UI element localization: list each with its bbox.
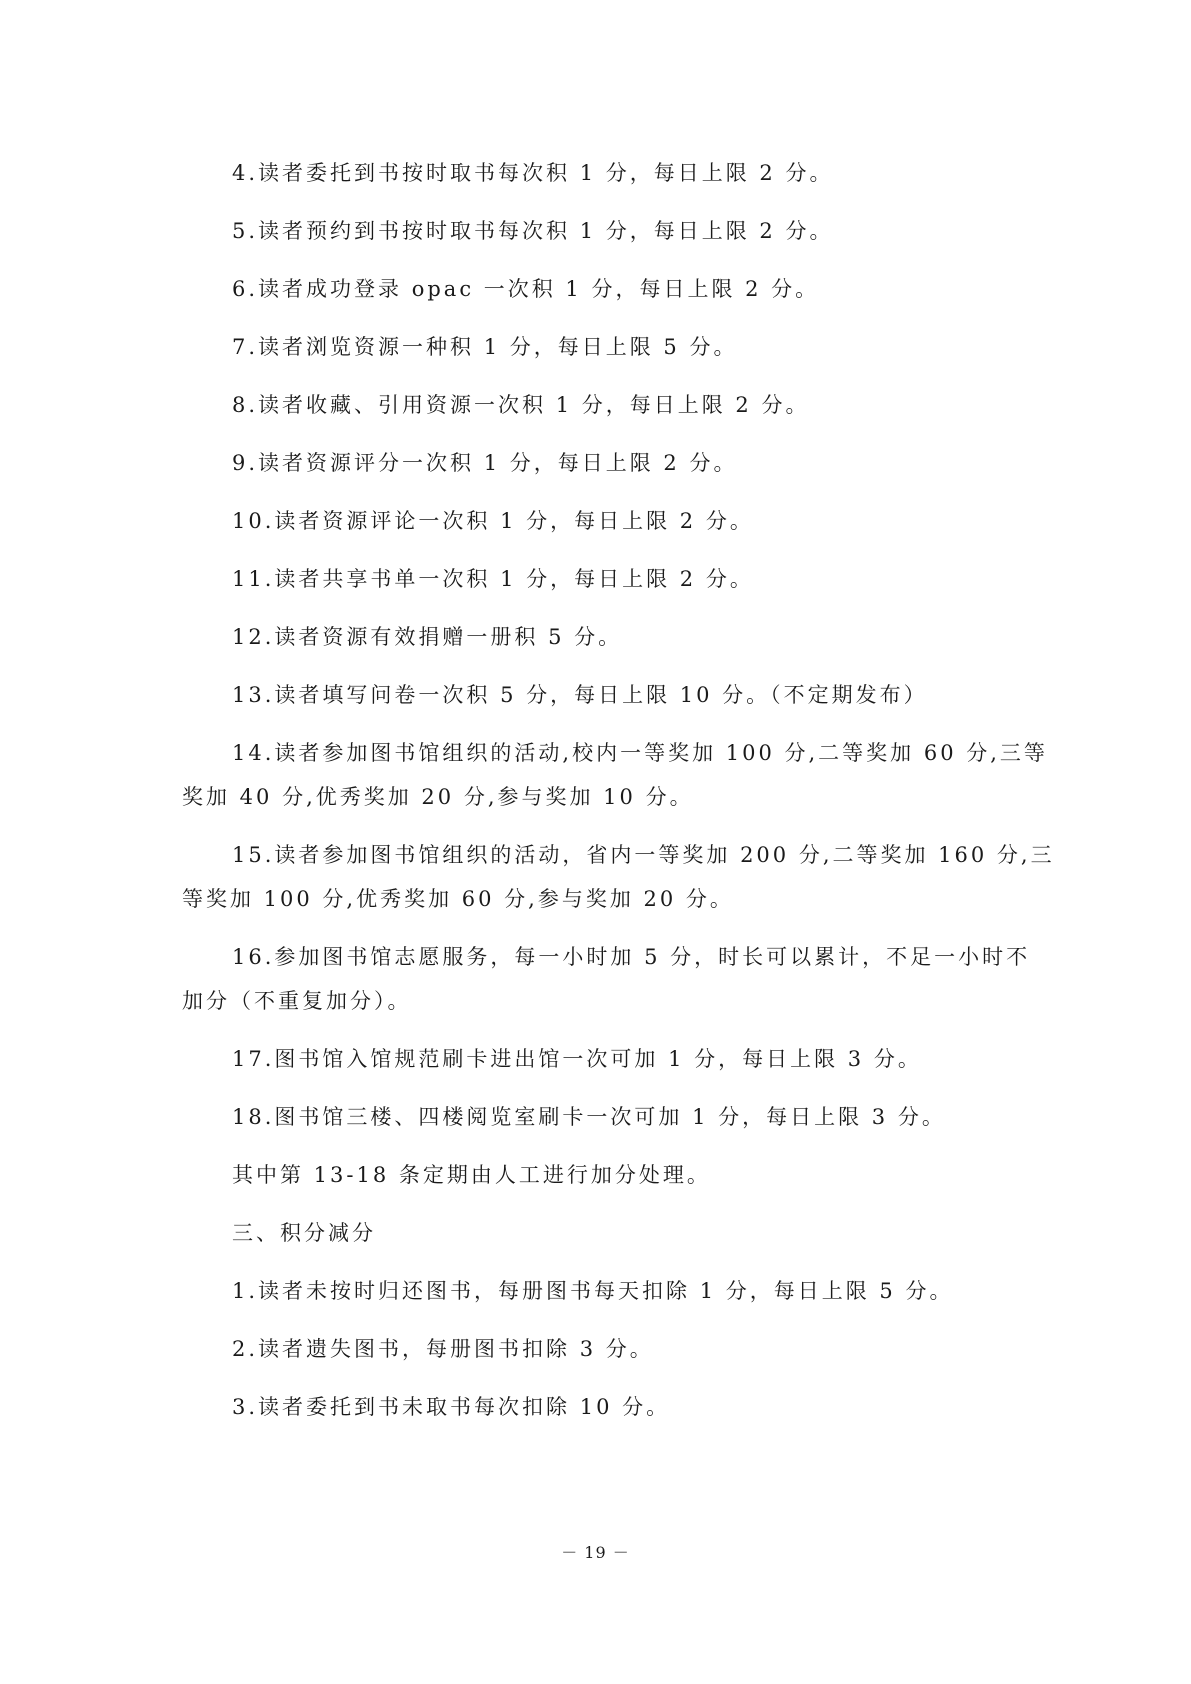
- rule-item-13: 13.读者填写问卷一次积 5 分，每日上限 10 分。（不定期发布）: [232, 683, 928, 707]
- rule-item-10: 10.读者资源评论一次积 1 分，每日上限 2 分。: [232, 509, 754, 533]
- note-manual-processing: 其中第 13-18 条定期由人工进行加分处理。: [232, 1163, 711, 1187]
- page-number: － 19 －: [561, 1543, 630, 1562]
- section-heading-deduction: 三、积分减分: [232, 1221, 376, 1245]
- rule-item-12: 12.读者资源有效捐赠一册积 5 分。: [232, 625, 623, 649]
- rule-item-18: 18.图书馆三楼、四楼阅览室刷卡一次可加 1 分，每日上限 3 分。: [232, 1105, 946, 1129]
- rule-item-5: 5.读者预约到书按时取书每次积 1 分，每日上限 2 分。: [232, 219, 834, 243]
- rule-item-16: 16.参加图书馆志愿服务，每一小时加 5 分，时长可以累计，不足一小时不: [232, 945, 1031, 969]
- deduction-item-1: 1.读者未按时归还图书，每册图书每天扣除 1 分，每日上限 5 分。: [232, 1279, 954, 1303]
- rule-item-8: 8.读者收藏、引用资源一次积 1 分，每日上限 2 分。: [232, 393, 810, 417]
- rule-item-7: 7.读者浏览资源一种积 1 分，每日上限 5 分。: [232, 335, 738, 359]
- rule-item-11: 11.读者共享书单一次积 1 分，每日上限 2 分。: [232, 567, 754, 591]
- rule-item-9: 9.读者资源评分一次积 1 分，每日上限 2 分。: [232, 451, 738, 475]
- rule-item-14: 14.读者参加图书馆组织的活动,校内一等奖加 100 分,二等奖加 60 分,三等: [232, 741, 1048, 765]
- rule-item-15-continued: 等奖加 100 分,优秀奖加 60 分,参与奖加 20 分。: [182, 887, 734, 911]
- rule-item-6: 6.读者成功登录 opac 一次积 1 分，每日上限 2 分。: [232, 277, 820, 301]
- deduction-item-3: 3.读者委托到书未取书每次扣除 10 分。: [232, 1395, 671, 1419]
- rule-item-16-continued: 加分（不重复加分）。: [182, 989, 412, 1013]
- rule-item-14-continued: 奖加 40 分,优秀奖加 20 分,参与奖加 10 分。: [182, 785, 694, 809]
- deduction-item-2: 2.读者遗失图书，每册图书扣除 3 分。: [232, 1337, 654, 1361]
- rule-item-17: 17.图书馆入馆规范刷卡进出馆一次可加 1 分，每日上限 3 分。: [232, 1047, 922, 1071]
- rule-item-15: 15.读者参加图书馆组织的活动，省内一等奖加 200 分,二等奖加 160 分,三: [232, 843, 1055, 867]
- rule-item-4: 4.读者委托到书按时取书每次积 1 分，每日上限 2 分。: [232, 161, 834, 185]
